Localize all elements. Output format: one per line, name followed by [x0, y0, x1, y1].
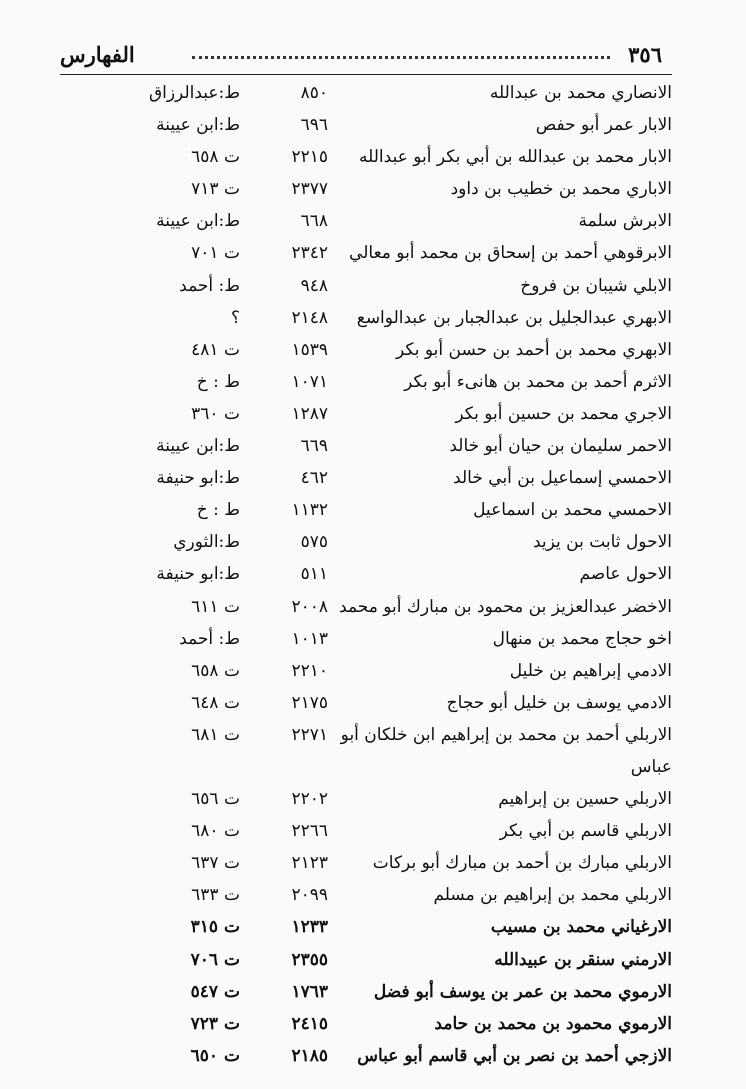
entry-name: الارموي محمود بن محمد بن حامد [434, 1013, 672, 1034]
index-entry [0, 975, 746, 1007]
index-entry [0, 333, 746, 365]
entry-name: الارموي محمد بن عمر بن يوسف أبو فضل [373, 981, 672, 1002]
entry-number: ٢٢١٥ [291, 147, 328, 168]
entry-name: عباس [630, 756, 672, 777]
entry-note: ط:ابو حنيفة [156, 564, 240, 585]
entry-note: ط : خ [196, 500, 240, 521]
index-entry [0, 365, 746, 397]
index-entry [0, 654, 746, 686]
entry-name: الاربلي حسين بن إبراهيم [498, 789, 672, 810]
entry-name: الاربلي أحمد بن محمد بن إبراهيم ابن خلكان أبو [340, 724, 672, 745]
entry-note: ت ٧٠٦ [190, 949, 240, 970]
entry-name: الاربلي محمد بن إبراهيم بن مسلم [433, 885, 672, 906]
index-entry [0, 782, 746, 814]
entry-name: الابرش سلمة [578, 211, 672, 232]
index-entry [0, 1039, 746, 1071]
entry-number: ٢٢١٠ [291, 660, 328, 681]
entry-name: الاخضر عبدالعزيز بن محمود بن مبارك أبو محمد [339, 596, 672, 617]
entry-number: ١٧٦٣ [291, 981, 328, 1002]
entry-note: ت ٦٥٦ [191, 789, 240, 810]
entry-note: ت ٧٠١ [191, 243, 240, 264]
entry-name: الاباري محمد بن خطيب بن داود [450, 179, 672, 200]
index-entry [0, 140, 746, 172]
entry-number: ٨٥٠ [300, 83, 328, 103]
entry-name: الاربلي مبارك بن أحمد بن مبارك أبو بركات [372, 853, 672, 874]
entry-note: ط:ابو حنيفة [156, 468, 240, 489]
entry-number: ٢٣٧٧ [291, 179, 328, 200]
entry-name: اخو حجاج محمد بن منهال [492, 628, 672, 649]
entry-number: ٢٣٤٢ [291, 243, 328, 264]
entry-number: ٢٢٠٢ [291, 789, 328, 810]
entry-name: الابرقوهي أحمد بن إسحاق بن محمد أبو معالي [349, 243, 672, 264]
entry-note: ط:ابن عيينة [156, 115, 240, 136]
entry-number: ٢١٨٥ [291, 1045, 328, 1066]
index-entries [0, 76, 746, 1071]
index-entry [0, 397, 746, 429]
index-entry [0, 493, 746, 525]
entry-note: ت ٦٨١ [191, 724, 240, 745]
entry-number: ٦٦٩ [300, 436, 328, 457]
index-entry [0, 590, 746, 622]
index-entry [0, 204, 746, 236]
page-number: ٣٥٦ [628, 42, 662, 67]
entry-number: ٢٢٦٦ [291, 821, 328, 842]
entry-number: ٩٤٨ [300, 275, 328, 296]
index-entry [0, 172, 746, 204]
entry-number: ٢١٢٣ [291, 853, 328, 874]
entry-name: الابار محمد بن عبدالله بن أبي بكر أبو عبدالله [359, 147, 672, 168]
index-entry [0, 1007, 746, 1039]
entry-note: ت ٤٨١ [191, 339, 240, 360]
entry-name: الادمي إبراهيم بن خليل [509, 660, 672, 681]
entry-note: ت ٧٢٣ [190, 1013, 240, 1034]
entry-name: الابلي شيبان بن فروخ [520, 275, 672, 296]
entry-note: ت ٦٣٣ [191, 885, 240, 906]
index-entry [0, 814, 746, 846]
index-entry [0, 236, 746, 268]
entry-name: الاثرم أحمد بن محمد بن هانىء أبو بكر [404, 371, 672, 392]
entry-name: الانصاري محمد بن عبدالله [489, 83, 672, 103]
entry-name: الابهري محمد بن أحمد بن حسن أبو بكر [395, 339, 672, 360]
entry-number: ١٠٧١ [291, 371, 328, 392]
index-entry [0, 686, 746, 718]
entry-number: ٢١٧٥ [291, 692, 328, 713]
entry-number: ٦٦٨ [300, 211, 328, 232]
entry-name: الاحمسي محمد بن اسماعيل [473, 500, 672, 521]
entry-note: ت ٦١١ [191, 596, 240, 617]
entry-note: ت ٦٥٨ [191, 660, 240, 681]
entry-note: ط:ابن عيينة [156, 211, 240, 232]
entry-name: الابهري عبدالجليل بن عبدالجبار بن عبدالواسع [356, 307, 672, 328]
entry-note: ط: أحمد [179, 275, 240, 296]
entry-note: ت ٧١٣ [191, 179, 240, 200]
header-dot-leader [192, 56, 610, 59]
entry-number: ٢٠٩٩ [291, 885, 328, 906]
running-title: الفهارس [60, 42, 135, 67]
entry-name: الاحول ثابت بن يزيد [532, 532, 672, 553]
entry-number: ٢٠٠٨ [291, 596, 328, 617]
entry-note: ط: أحمد [179, 628, 240, 649]
entry-name: الاجري محمد بن حسين أبو بكر [455, 403, 672, 424]
entry-note: ت ٣٦٠ [191, 403, 240, 424]
index-entry [0, 943, 746, 975]
index-entry [0, 557, 746, 589]
entry-name: الارمني سنقر بن عبيدالله [494, 949, 672, 970]
entry-note: ت ٥٤٧ [190, 981, 240, 1002]
entry-name: الاربلي قاسم بن أبي بكر [499, 821, 672, 842]
index-entry [0, 108, 746, 140]
index-entry [0, 525, 746, 557]
entry-note: ت ٦٣٧ [191, 853, 240, 874]
index-entry [0, 301, 746, 333]
entry-number: ١١٣٢ [291, 500, 328, 521]
index-entry [0, 622, 746, 654]
entry-note: ؟ [230, 307, 240, 328]
entry-name: الابار عمر أبو حفص [535, 115, 672, 136]
index-entry [0, 910, 746, 942]
index-entry [0, 429, 746, 461]
index-entry [0, 750, 746, 782]
entry-note: ت ٣١٥ [190, 917, 240, 938]
entry-number: ٢٢٧١ [291, 724, 328, 745]
entry-name: الاحمسي إسماعيل بن أبي خالد [453, 468, 672, 489]
entry-number: ٢٣٥٥ [291, 949, 328, 970]
entry-note: ت ٦٨٠ [191, 821, 240, 842]
index-entry [0, 718, 746, 750]
entry-name: الارغياني محمد بن مسيب [490, 917, 672, 938]
page-header [60, 40, 672, 75]
entry-note: ط:الثوري [173, 532, 240, 553]
entry-number: ٦٩٦ [300, 115, 328, 136]
entry-number: ٥٧٥ [300, 532, 328, 553]
entry-note: ط:عبدالرزاق [148, 83, 240, 103]
entry-note: ط:ابن عيينة [156, 436, 240, 457]
entry-name: الادمي يوسف بن خليل أبو حجاج [446, 692, 672, 713]
entry-name: الاحمر سليمان بن حيان أبو خالد [449, 436, 672, 457]
entry-name: الازجي أحمد بن نصر بن أبي قاسم أبو عباس [357, 1045, 672, 1066]
entry-number: ١٢٣٣ [291, 917, 328, 938]
entry-number: ١٥٣٩ [291, 339, 328, 360]
entry-note: ط : خ [196, 371, 240, 392]
index-entry [0, 76, 746, 108]
entry-number: ٢٤١٥ [291, 1013, 328, 1034]
index-entry [0, 846, 746, 878]
entry-number: ٥١١ [300, 564, 328, 585]
index-entry [0, 461, 746, 493]
entry-number: ١٠١٣ [291, 628, 328, 649]
entry-note: ت ٦٤٨ [191, 692, 240, 713]
index-entry [0, 269, 746, 301]
index-entry [0, 878, 746, 910]
entry-number: ٤٦٢ [300, 468, 328, 489]
entry-note: ت ٦٥٨ [191, 147, 240, 168]
entry-number: ٢١٤٨ [291, 307, 328, 328]
entry-number: ١٢٨٧ [291, 403, 328, 424]
entry-note: ت ٦٥٠ [190, 1045, 240, 1066]
entry-name: الاحول عاصم [579, 564, 672, 585]
